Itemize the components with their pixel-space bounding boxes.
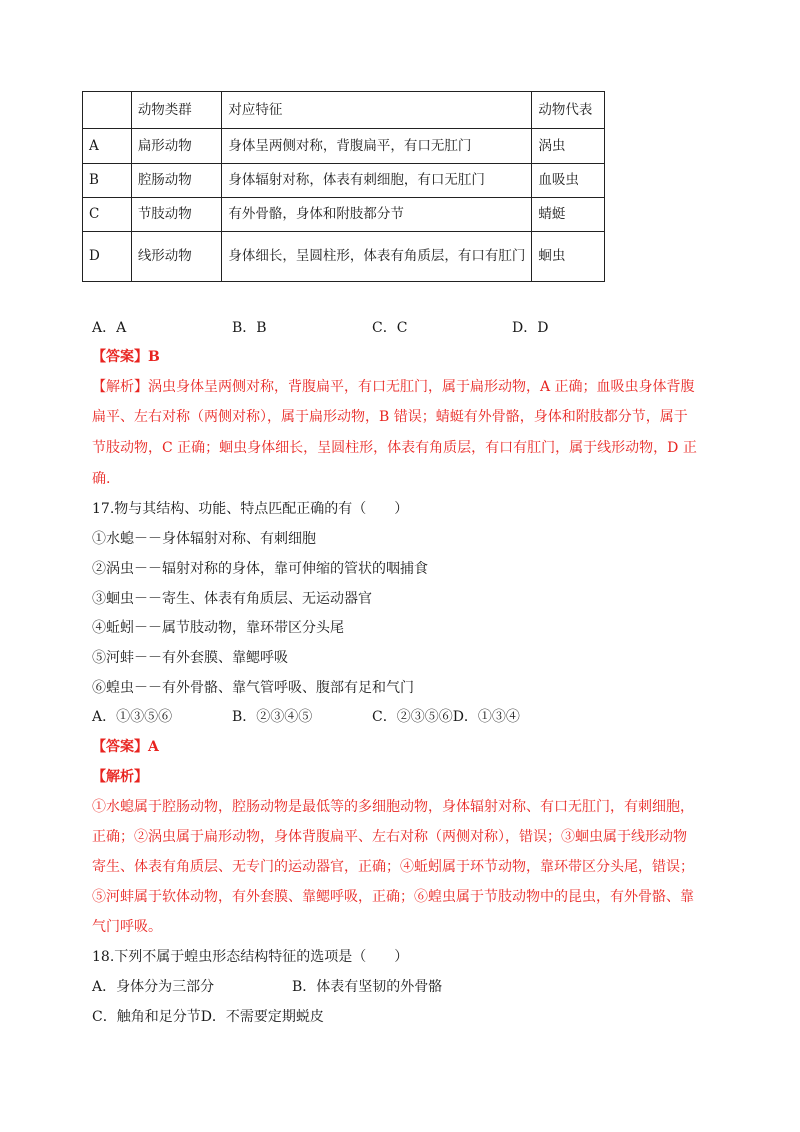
table-row: [83, 164, 605, 198]
list-item: ④蚯蚓－－属节肢动物，靠环带区分头尾: [92, 620, 344, 636]
table-cell: [83, 92, 132, 129]
table-cell: 节肢动物: [131, 198, 222, 232]
animal-groups-table: [82, 91, 605, 282]
analysis-line: 正确；②涡虫属于扁形动物，身体背腹扁平、左右对称（两侧对称），错误；③蛔虫属于线形动物: [92, 829, 687, 845]
table-cell: 身体细长，呈圆柱形，体表有角质层，有口有肛门: [222, 232, 532, 282]
option-a: A．身体分为三部分: [92, 979, 215, 995]
table-cell: 涡虫: [532, 129, 605, 164]
analysis-line: ⑤河蚌属于软体动物，有外套膜、靠鳃呼吸，正确；⑥蝗虫属于节肢动物中的昆虫，有外骨骼、靠: [92, 889, 694, 905]
answer-label: 【答案】A: [92, 739, 159, 755]
analysis-label: 【解析】: [92, 769, 148, 785]
table-cell: 有外骨骼，身体和附肢都分节: [222, 198, 532, 232]
option-d: D．D: [512, 320, 549, 336]
option-b: B．B: [232, 320, 267, 336]
list-item: ⑤河蚌－－有外套膜、靠鳃呼吸: [92, 650, 288, 666]
analysis-line: 气门呼吸。: [92, 919, 162, 935]
table-row: [83, 198, 605, 232]
option-b: B．体表有坚韧的外骨骼: [292, 979, 443, 995]
option-c: C．C: [372, 320, 408, 336]
table-cell: 身体呈两侧对称，背腹扁平，有口无肛门: [222, 129, 532, 164]
table-cell: 扁形动物: [131, 129, 222, 164]
list-item: ②涡虫－－辐射对称的身体，靠可伸缩的管状的咽捕食: [92, 561, 428, 577]
table-header-cell: 动物类群: [131, 92, 222, 129]
option-cd: C．②③⑤⑥D．①③④: [372, 709, 520, 725]
table-row: [83, 129, 605, 164]
question-stem: 17.物与其结构、功能、特点匹配正确的有（ ）: [92, 501, 409, 517]
answer-label: 【答案】B: [92, 349, 160, 365]
option-cd: C．触角和足分节D．不需要定期蜕皮: [92, 1009, 324, 1025]
table-cell: A: [83, 129, 132, 164]
table-cell: 身体辐射对称，体表有刺细胞，有口无肛门: [222, 164, 532, 198]
table-header-row: [83, 92, 605, 129]
table-header-cell: 对应特征: [222, 92, 532, 129]
table-cell: 线形动物: [131, 232, 222, 282]
list-item: ⑥蝗虫－－有外骨骼、靠气管呼吸、腹部有足和气门: [92, 680, 414, 696]
table-header-cell: 动物代表: [532, 92, 605, 129]
table-cell: 腔肠动物: [131, 164, 222, 198]
option-a: A．①③⑤⑥: [92, 709, 173, 725]
table-cell: 蜻蜓: [532, 198, 605, 232]
table-row: [83, 232, 605, 282]
analysis-line: 【解析】涡虫身体呈两侧对称，背腹扁平，有口无肛门，属于扁形动物，A 正确；血吸虫身体背腹: [92, 379, 695, 395]
list-item: ①水螅－－身体辐射对称、有刺细胞: [92, 531, 316, 547]
analysis-line: 确.: [92, 471, 111, 487]
table-cell: C: [83, 198, 132, 232]
table-cell: 血吸虫: [532, 164, 605, 198]
table-cell: D: [83, 232, 132, 282]
list-item: ③蛔虫－－寄生、体表有角质层、无运动器官: [92, 591, 372, 607]
analysis-line: 节肢动物，C 正确；蛔虫身体细长，呈圆柱形，体表有角质层，有口有肛门，属于线形动物，D 正: [92, 440, 697, 456]
analysis-line: ①水螅属于腔肠动物，腔肠动物是最低等的多细胞动物，身体辐射对称、有口无肛门，有刺细胞，: [92, 799, 694, 815]
table-cell: 蛔虫: [532, 232, 605, 282]
option-a: A．A: [92, 320, 127, 336]
question-stem: 18.下列不属于蝗虫形态结构特征的选项是（ ）: [92, 949, 409, 965]
table-cell: B: [83, 164, 132, 198]
option-b: B．②③④⑤: [232, 709, 313, 725]
analysis-line: 扁平、左右对称（两侧对称），属于扁形动物，B 错误；蜻蜓有外骨骼，身体和附肢都分节，属于: [92, 409, 688, 425]
analysis-line: 寄生、体表有角质层、无专门的运动器官，正确；④蚯蚓属于环节动物，靠环带区分头尾，错误；: [92, 859, 694, 875]
